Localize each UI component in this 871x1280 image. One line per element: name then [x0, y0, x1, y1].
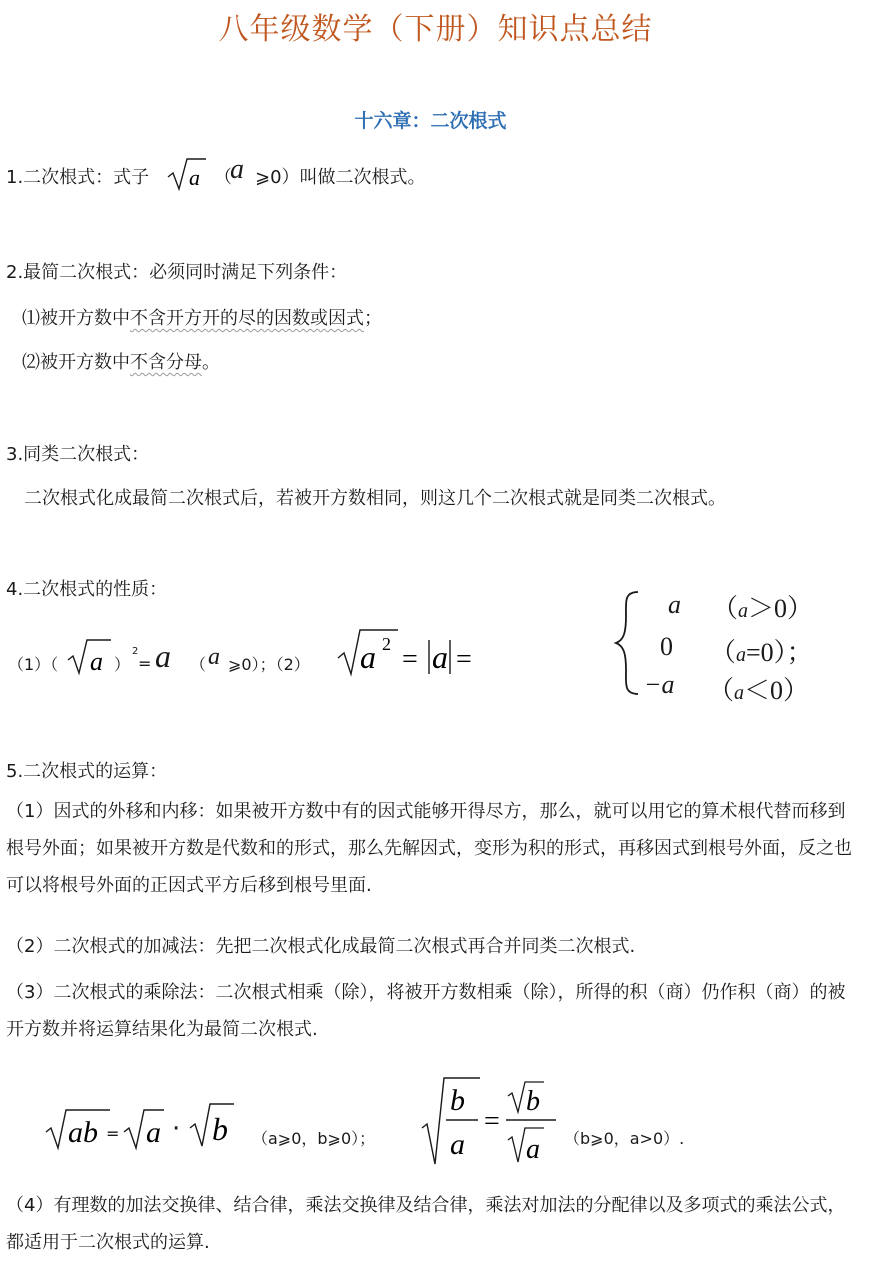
- section-1-prefix: 1.二次根式：式子: [6, 167, 150, 188]
- case-3-value: −a: [644, 670, 675, 699]
- s1-cond-a: a: [230, 154, 244, 185]
- property-2-abs-a: a: [432, 639, 448, 675]
- formula-2-condition: （b⩾0，a>0）.: [564, 1129, 685, 1148]
- formula-1-equals: =: [106, 1124, 120, 1143]
- formula-sqrt-b: [188, 1098, 236, 1152]
- property-2-formula: [336, 622, 486, 682]
- property-1-equals: =: [138, 654, 152, 673]
- section-5-paragraph-2: （2）二次根式的加减法：先把二次根式化成最简二次根式再合并同类二次根式.: [6, 936, 636, 957]
- formula-a: a: [146, 1116, 161, 1149]
- case-1-open: （: [712, 594, 739, 623]
- item-2-wavy-text: 不含分母: [130, 352, 202, 373]
- property-1-cond-a: a: [208, 644, 220, 670]
- case-3-condition: [708, 670, 809, 707]
- property-1-cond-open: （: [190, 655, 207, 674]
- item-2-suffix: 。: [202, 352, 220, 373]
- item-1-prefix: ⑴被开方数中: [22, 308, 130, 329]
- case-2-open: （: [710, 638, 737, 667]
- formula-1-condition: （a⩾0，b⩾0）；: [252, 1129, 376, 1148]
- case-1-value: a: [668, 590, 681, 619]
- formula-sqrt-ab: [44, 1104, 114, 1154]
- case-2-value: 0: [660, 632, 673, 661]
- right-numerator: b: [526, 1086, 540, 1117]
- case-3-cond-a: a: [734, 682, 745, 704]
- case-1-cond-rest: ＞0）: [748, 594, 814, 623]
- item-2-prefix: ⑵被开方数中: [22, 352, 130, 373]
- right-denominator: a: [526, 1134, 540, 1165]
- property-2-radicand: a: [360, 639, 376, 675]
- fraction-numerator: b: [450, 1084, 465, 1117]
- case-3-open: （: [708, 676, 735, 705]
- property-1-exponent: 2: [132, 646, 139, 657]
- section-2-item-2: [22, 348, 220, 374]
- property-2-equals-2: =: [456, 644, 472, 675]
- case-1-cond-a: a: [738, 600, 749, 622]
- fraction-equals: =: [484, 1106, 500, 1137]
- formula-b: b: [212, 1111, 228, 1147]
- property-2-equals: =: [402, 644, 418, 675]
- case-2-cond-a: a: [736, 644, 747, 666]
- property-1-close: ）: [114, 655, 131, 674]
- section-5-heading: 5.二次根式的运算：: [6, 761, 168, 782]
- property-1-cond-rest: ⩾0）；（2）: [228, 655, 310, 674]
- item-1-suffix: ；: [364, 308, 382, 329]
- formula-ab: ab: [68, 1116, 98, 1149]
- case-2-cond-rest: =0）；: [746, 638, 813, 667]
- case-1-condition: [712, 588, 813, 625]
- section-5-paragraph-1: （1）因式的外移和内移：如果被开方数中有的因式能够开得尽方，那么，就可以用它的算术根代替而移到根号外面；如果被开方数是代数和的形式，那么先解因式，变形为积的形式，再移因式到根号外面，反之也可以将根号外面的正因式平方后移到根号里面.: [6, 801, 852, 896]
- section-2-item-1: [22, 304, 382, 330]
- fraction-denominator: a: [450, 1128, 465, 1161]
- property-1-result: a: [155, 638, 171, 674]
- section-3-body: 二次根式化成最简二次根式后，若被开方数相同，则这几个二次根式就是同类二次根式。: [24, 488, 726, 509]
- property-1-radicand: a: [90, 647, 103, 676]
- chapter-heading: 十六章：二次根式: [354, 110, 507, 132]
- page-title: 八年级数学（下册）知识点总结: [218, 12, 653, 47]
- formula-sqrt-a: [122, 1104, 166, 1154]
- section-3-heading: 3.同类二次根式：: [6, 444, 150, 465]
- property-1-label: （1）（: [8, 655, 59, 674]
- formula-sqrt-fraction: [420, 1074, 560, 1168]
- case-3-cond-rest: ＜0）: [744, 676, 810, 705]
- property-2-exponent: 2: [382, 634, 391, 654]
- item-1-wavy-text: 不含开方开的尽的因数或因式: [130, 308, 364, 329]
- section-5-paragraph-4: （4）有理数的加法交换律、结合律，乘法交换律及结合律，乘法对加法的分配律以及多项式的乘法公式，都适用于二次根式的运算.: [6, 1195, 846, 1253]
- s1-cond-rest: ⩾0）叫做二次根式。: [255, 167, 426, 188]
- section-2-heading: 2.最简二次根式：必须同时满足下列条件：: [6, 262, 348, 283]
- section-4-heading: 4.二次根式的性质：: [6, 579, 168, 600]
- section-5-paragraph-3: （3）二次根式的乘除法：二次根式相乘（除），将被开方数相乘（除），所得的积（商）仍作积（商）的被开方数并将运算结果化为最简二次根式.: [6, 982, 846, 1040]
- radicand-a: a: [189, 165, 200, 190]
- case-2-condition: [710, 632, 813, 669]
- formula-1-dot: ·: [172, 1114, 181, 1144]
- property-1-sqrt: [66, 636, 114, 678]
- piecewise-case-1: [668, 590, 681, 620]
- s1-open-paren: （: [214, 167, 232, 188]
- sqrt-a-formula: [166, 155, 208, 195]
